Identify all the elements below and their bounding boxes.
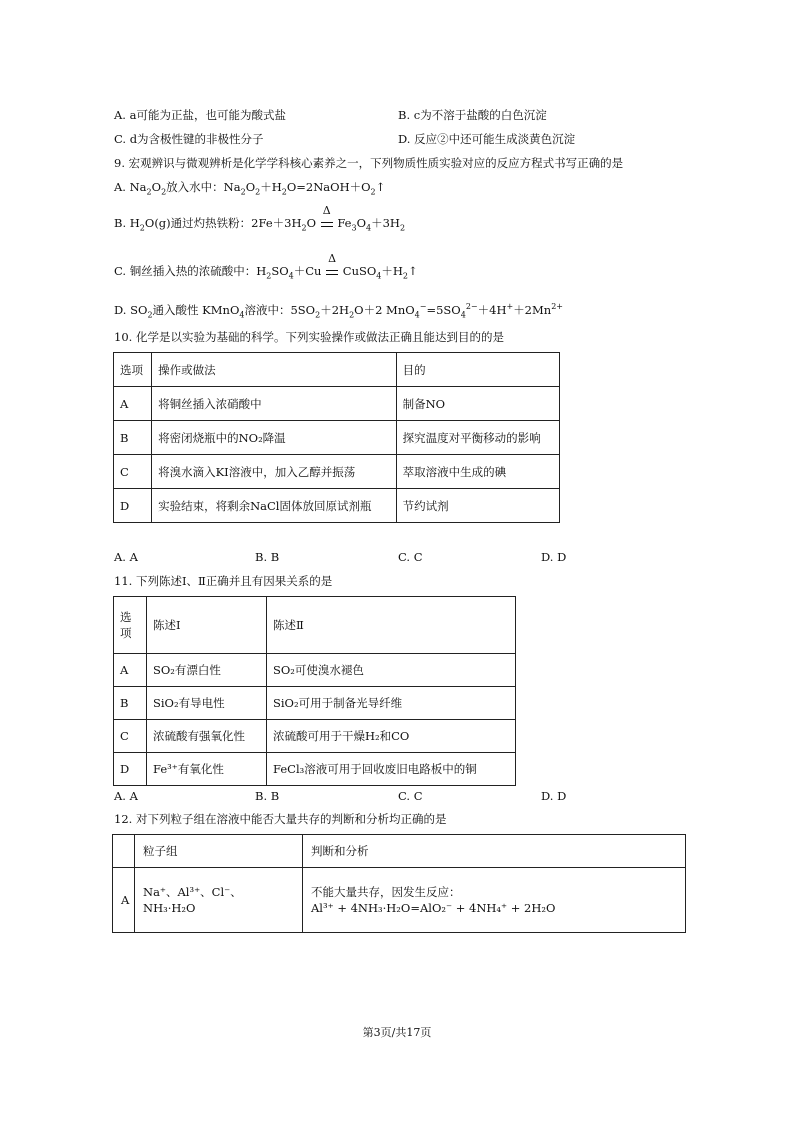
table-cell: 浓硫酸有强氧化性 <box>147 720 267 753</box>
table-cell: FeCl₃溶液可用于回收废旧电路板中的铜 <box>267 753 516 786</box>
table-header-cell: 操作或做法 <box>152 353 397 387</box>
q10-table <box>113 352 560 523</box>
table-row <box>113 868 686 933</box>
table-header-cell <box>113 835 135 868</box>
particle-list-line-2: NH₃·H₂O <box>143 901 196 915</box>
q8-option-b: B. c为不溶于盐酸的白色沉淀 <box>398 108 547 122</box>
table-header-cell: 选项 <box>114 353 152 387</box>
heating-condition-mark: Δ <box>320 215 334 231</box>
table-row <box>114 421 560 455</box>
table-row <box>114 387 560 421</box>
q9-option-c: C. 铜丝插入热的浓硫酸中：$H_2SO_4+Cu$ Δ $CuSO_4+H_2↑$ <box>114 252 418 281</box>
table-row <box>114 687 516 720</box>
table-cell: 节约试剂 <box>396 489 559 523</box>
table-cell: C <box>114 720 147 753</box>
table-cell <box>303 868 686 933</box>
table-cell: B <box>114 421 152 455</box>
table-cell: 将密闭烧瓶中的NO₂降温 <box>152 421 397 455</box>
reaction-equation: Al³⁺ + 4NH₃·H₂O=AlO₂⁻ + 4NH₄⁺ + 2H₂O <box>311 901 556 915</box>
q10-choice-c: C. C <box>398 550 423 564</box>
q8-option-d: D. 反应②中还可能生成淡黄色沉淀 <box>398 132 576 146</box>
table-cell: D <box>114 489 152 523</box>
q11-choice-c: C. C <box>398 789 423 803</box>
table-row <box>114 720 516 753</box>
table-cell: SO₂有漂白性 <box>147 654 267 687</box>
table-cell: SiO₂有导电性 <box>147 687 267 720</box>
q10-stem: 10. 化学是以实验为基础的科学。下列实验操作或做法正确且能达到目的的是 <box>114 330 504 344</box>
q11-table <box>113 596 516 786</box>
table-cell: 实验结束，将剩余NaCl固体放回原试剂瓶 <box>152 489 397 523</box>
table-cell: 将溴水滴入KI溶液中，加入乙醇并振荡 <box>152 455 397 489</box>
table-header-cell: 目的 <box>396 353 559 387</box>
table-header-row <box>114 353 560 387</box>
q12-table <box>112 834 686 933</box>
heating-condition-mark: Δ <box>325 263 339 279</box>
table-cell: 浓硫酸可用于干燥H₂和CO <box>267 720 516 753</box>
table-cell: A <box>114 387 152 421</box>
table-cell: 将铜丝插入浓硝酸中 <box>152 387 397 421</box>
table-header-cell: 判断和分析 <box>303 835 686 868</box>
q11-choice-b: B. B <box>255 789 280 803</box>
table-row <box>114 455 560 489</box>
q10-choice-d: D. D <box>541 550 567 564</box>
table-cell: 萃取溶液中生成的碘 <box>396 455 559 489</box>
table-cell: SO₂可使溴水褪色 <box>267 654 516 687</box>
table-cell: D <box>114 753 147 786</box>
table-header-row <box>114 597 516 654</box>
table-header-cell: 陈述Ⅱ <box>267 597 516 654</box>
table-cell <box>135 868 303 933</box>
table-header-cell: 选 项 <box>114 597 147 654</box>
q11-choice-d: D. D <box>541 789 567 803</box>
table-header-cell: 粒子组 <box>135 835 303 868</box>
q8-option-a: A. a可能为正盐，也可能为酸式盐 <box>114 108 286 122</box>
table-cell: B <box>114 687 147 720</box>
table-row <box>114 489 560 523</box>
table-cell: C <box>114 455 152 489</box>
table-cell: SiO₂可用于制备光导纤维 <box>267 687 516 720</box>
analysis-text: 不能大量共存，因发生反应： <box>311 885 461 899</box>
table-row <box>114 753 516 786</box>
q9-option-b: B. $H_2O(g)$通过灼热铁粉：$2Fe+3H_2O$ Δ $Fe_3O_4+3H_2$ <box>114 204 406 233</box>
q9-option-d: D. $SO_2$通入酸性 KMnO$_4$溶液中：$5SO_2+2H_2O+2$ $MnO_4^-=5SO_4^{2-}+4H^++2Mn^{2+}$ <box>114 302 563 320</box>
table-header-cell: 陈述Ⅰ <box>147 597 267 654</box>
particle-list-line-1: Na⁺、Al³⁺、Cl⁻、 <box>143 885 242 899</box>
q10-choice-a: A. A <box>114 550 138 564</box>
q9-stem: 9. 宏观辨识与微观辨析是化学学科核心素养之一，下列物质性质实验对应的反应方程式书写正确的是 <box>114 156 624 170</box>
table-cell: 制备NO <box>396 387 559 421</box>
table-cell: A <box>114 654 147 687</box>
table-cell: 探究温度对平衡移动的影响 <box>396 421 559 455</box>
table-cell: Fe³⁺有氧化性 <box>147 753 267 786</box>
table-cell: A <box>113 868 135 933</box>
q10-choice-b: B. B <box>255 550 280 564</box>
table-row <box>114 654 516 687</box>
q11-stem: 11. 下列陈述Ⅰ、Ⅱ正确并且有因果关系的是 <box>114 574 333 588</box>
table-header-row <box>113 835 686 868</box>
page-number-footer: 第3页/共17页 <box>362 1026 432 1039</box>
q11-choice-a: A. A <box>114 789 138 803</box>
q9-option-a: A. $Na_2O_2$放入水中：$Na_2O_2+H_2O=2NaOH+O_2↑$ <box>114 180 386 197</box>
q12-stem: 12. 对下列粒子组在溶液中能否大量共存的判断和分析均正确的是 <box>114 812 447 826</box>
q8-option-c: C. d为含极性键的非极性分子 <box>114 132 264 146</box>
